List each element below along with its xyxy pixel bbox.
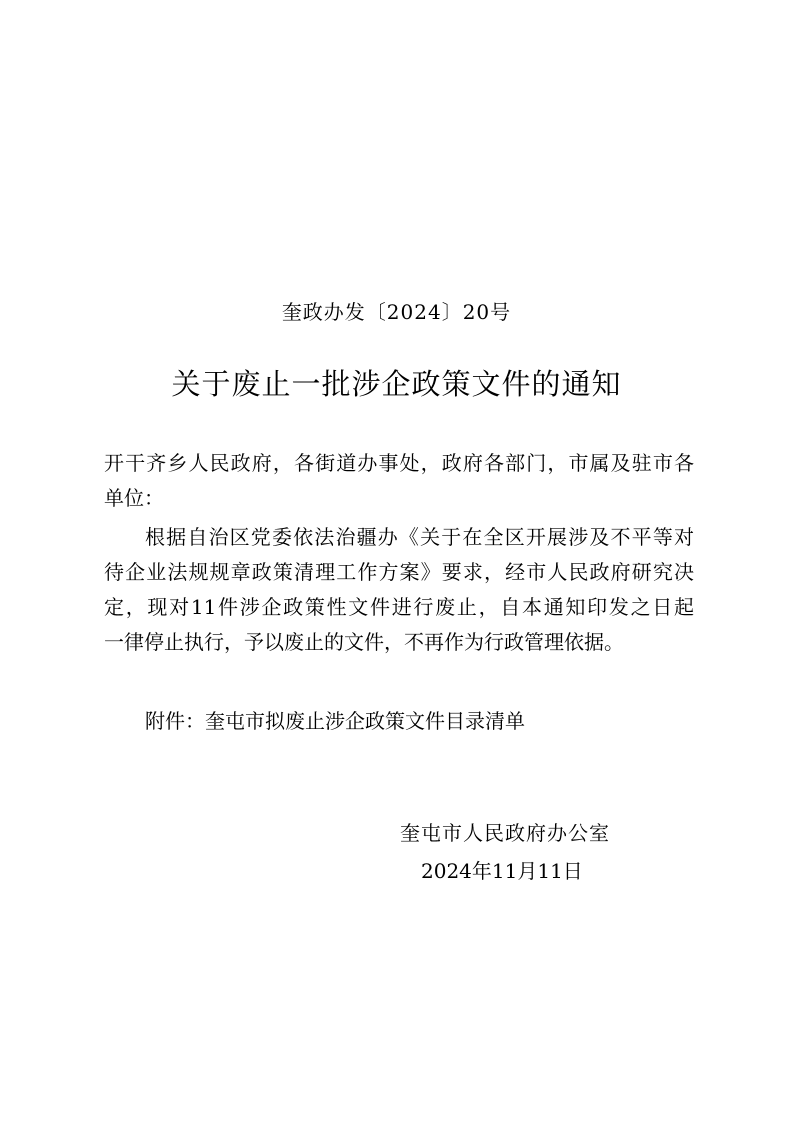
document-title: 关于废止一批涉企政策文件的通知	[171, 367, 622, 401]
body-line: 定，现对11件涉企政策性文件进行废止，自本通知印发之日起	[104, 595, 694, 619]
document-number: 奎政办发〔2024〕20号	[281, 300, 512, 324]
body-line: 一律停止执行，予以废止的文件，不再作为行政管理依据。	[104, 630, 624, 654]
body-line: 待企业法规规章政策清理工作方案》要求，经市人民政府研究决	[104, 560, 694, 584]
issue-date: 2024年11月11日	[421, 859, 583, 883]
attachment-note: 附件：奎屯市拟废止涉企政策文件目录清单	[145, 709, 525, 733]
salutation-line: 开干齐乡人民政府，各街道办事处，政府各部门，市属及驻市各	[104, 451, 694, 475]
salutation-line: 单位：	[104, 486, 164, 510]
body-line: 根据自治区党委依法治疆办《关于在全区开展涉及不平等对	[145, 525, 694, 549]
issuing-office: 奎屯市人民政府办公室	[400, 821, 610, 845]
